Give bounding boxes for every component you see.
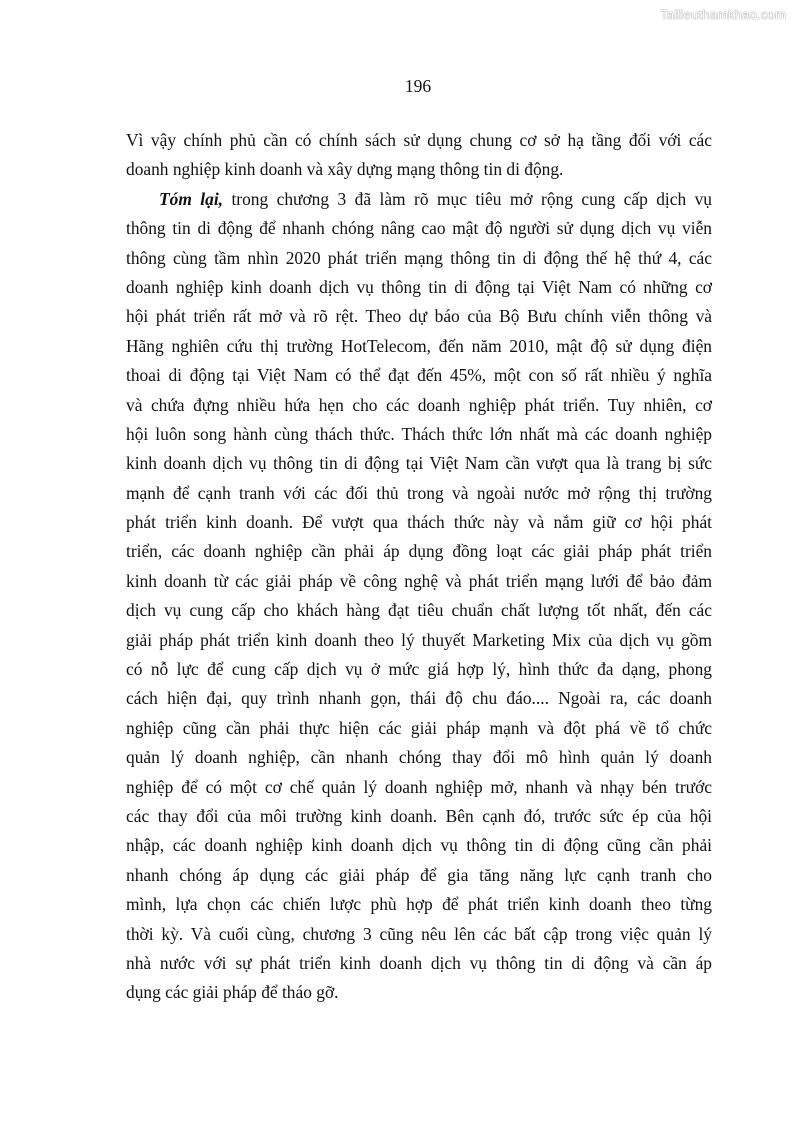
text-line: nhanh chóng áp dụng các giải pháp để gia tăng năng lực cạnh tranh cho [126,864,712,885]
text-line: nghiệp để có một cơ chế quản lý doanh nghiệp mở, nhanh và nhạy bén trước [126,776,712,797]
text-line: doanh nghiệp kinh doanh và xây dựng mạng thông tin di động. [126,159,564,180]
text-line: dụng các giải pháp để tháo gỡ. [126,982,339,1003]
text-line: hội phát triển rất mở và rõ rệt. Theo dự báo của Bộ Bưu chính viễn thông và [126,306,712,327]
text-line: doanh nghiệp kinh doanh dịch vụ thông tin di động tại Việt Nam có những cơ [126,276,712,297]
text-line: Hãng nghiên cứu thị trường HotTelecom, đến năm 2010, mật độ sử dụng điện [126,335,712,356]
text-line: thời kỳ. Và cuối cùng, chương 3 cũng nêu lên các bất cập trong việc quản lý [126,923,712,944]
text-line: nhà nước với sự phát triển kinh doanh dịch vụ thông tin di động và cần áp [126,952,712,973]
text-line: kinh doanh từ các giải pháp về công nghệ và phát triển mạng lưới để bảo đảm [126,570,712,591]
text-line: giải pháp phát triển kinh doanh theo lý thuyết Marketing Mix của dịch vụ gồm [126,629,712,650]
summary-first-line-text: trong chương 3 đã làm rõ mục tiêu mở rộng cung cấp dịch vụ [223,188,712,209]
text-line: hội luôn song hành cùng thách thức. Thách thức lớn nhất mà các doanh nghiệp [126,423,712,444]
text-line: các thay đổi của môi trường kinh doanh. Bên cạnh đó, trước sức ép của hội [126,805,712,826]
summary-first-line [126,185,712,214]
text-line: dịch vụ cung cấp cho khách hàng đạt tiêu chuẩn chất lượng tốt nhất, đến các [126,600,712,621]
text-line: có nỗ lực để cung cấp dịch vụ ở mức giá hợp lý, hình thức đa dạng, phong [126,659,712,680]
text-line: kinh doanh dịch vụ thông tin di động tại Việt Nam cần vượt qua là trang bị sức [126,453,712,474]
page-number: 196 [404,76,432,96]
document-body [126,126,712,1008]
text-line: thoai di động tại Việt Nam có thể đạt đến 45%, một con số rất nhiều ý nghĩa [126,365,712,386]
text-line: cách hiện đại, quy trình nhanh gọn, thái độ chu đáo.... Ngoài ra, các doanh [126,688,712,709]
text-line: thông tin di động để nhanh chóng nâng cao mật độ người sử dụng dịch vụ viễn [126,218,712,239]
watermark-text: Tailieuthamkhao.com [660,7,786,22]
text-line: Vì vậy chính phủ cần có chính sách sử dụng chung cơ sở hạ tầng đối với các [126,130,712,150]
text-line: nghiệp cũng cần phải thực hiện các giải pháp mạnh và đột phá về tổ chức [126,717,712,738]
summary-lead: Tóm lại, [159,188,224,209]
text-line: phát triển kinh doanh. Để vượt qua thách thức này và nắm giữ cơ hội phát [126,512,712,533]
text-line: mình, lựa chọn các chiến lược phù hợp để phát triển kinh doanh theo từng [126,894,712,915]
text-line: triển, các doanh nghiệp cần phải áp dụng đồng loạt các giải pháp phát triển [126,541,712,562]
text-line: quản lý doanh nghiệp, cần nhanh chóng thay đổi mô hình quản lý doanh [126,747,712,768]
text-line: nhập, các doanh nghiệp kinh doanh dịch vụ thông tin di động cũng cần phải [126,835,712,856]
text-line: thông cùng tầm nhìn 2020 phát triển mạng thông tin di động thế hệ thứ 4, các [126,247,712,268]
text-line: mạnh để cạnh tranh với các đối thủ trong và ngoài nước mở rộng thị trường [126,482,712,503]
text-line: và chứa đựng nhiều hứa hẹn cho các doanh nghiệp phát triển. Tuy nhiên, cơ [126,394,712,415]
